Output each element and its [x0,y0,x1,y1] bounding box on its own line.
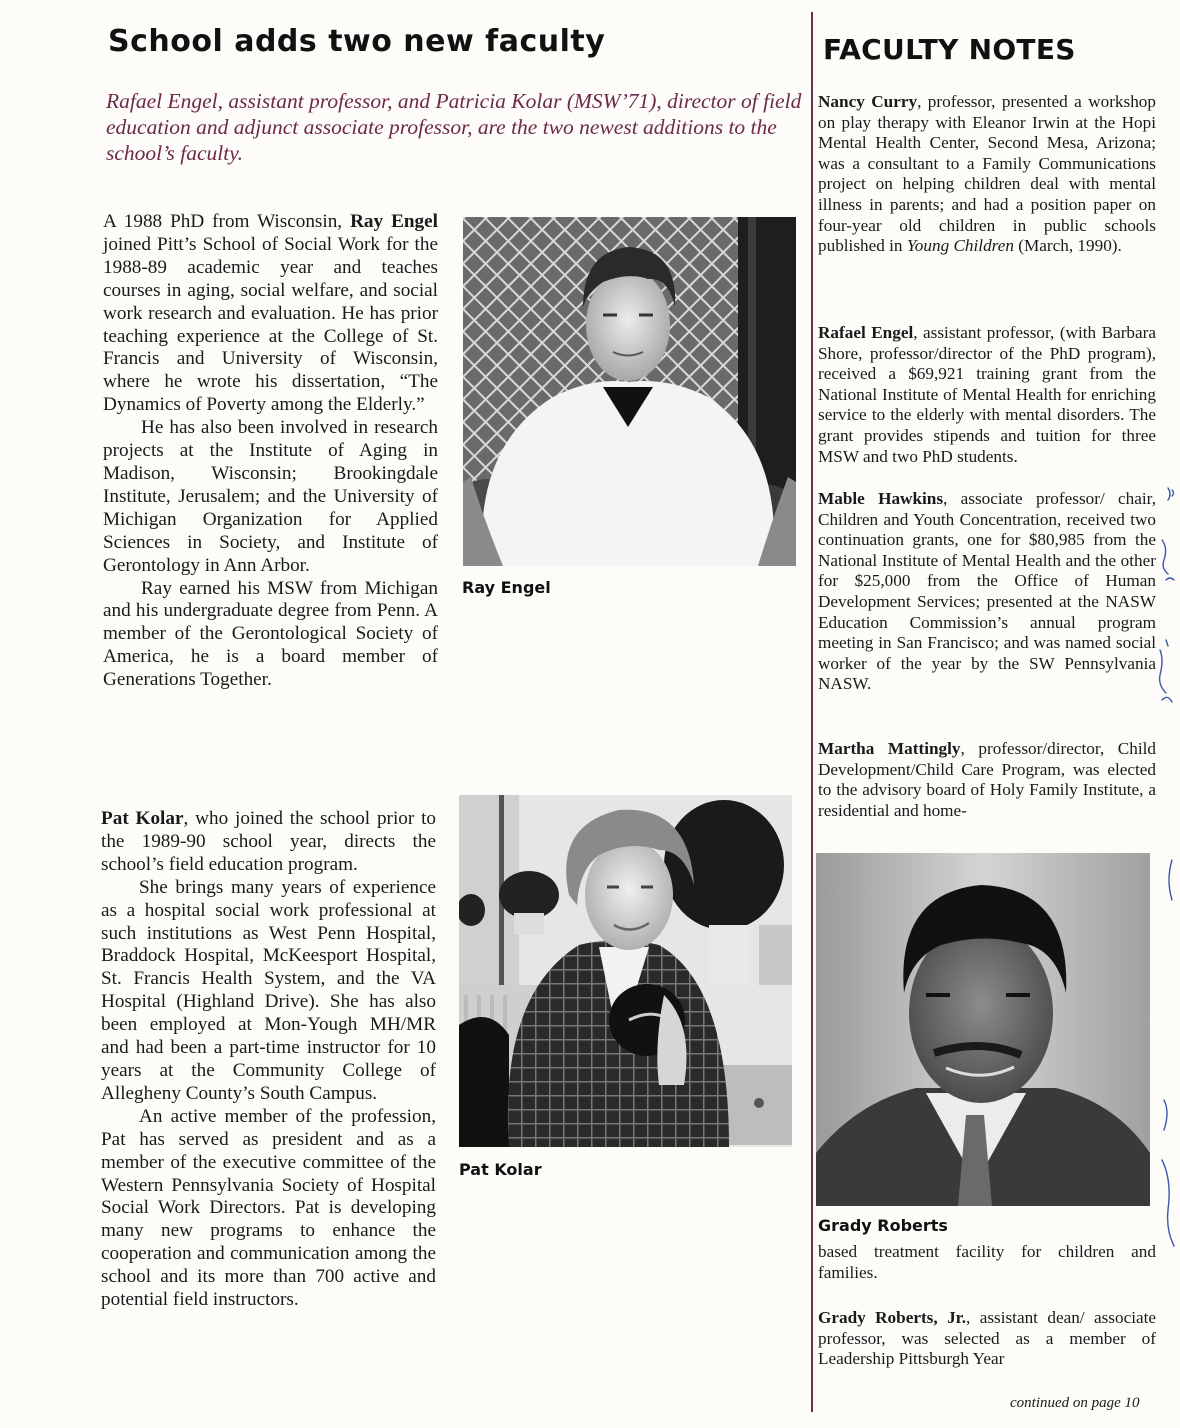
column-divider [811,12,813,1412]
kolar-photo [459,795,792,1147]
roberts-photo-image [816,853,1150,1206]
engel-photo-caption: Ray Engel [462,578,551,597]
engel-paragraph-3: Ray earned his MSW from Michigan and his undergraduate degree from Penn. A member of the Gerontological Society of America, he is a board member of Generations Together. [103,577,438,691]
kolar-paragraph-1: Pat Kolar, who joined the school prior to the 1989-90 school year, directs the school’s field education program. [101,808,437,875]
kolar-paragraph-3: An active member of the profession, Pat has served as president and as a member of the executive committee of the Western Pennsylvania Society of Hospital Social Work Directors. Pat is developing many new programs to enhance the cooperation and communication among the school and its more than 700 active and potential field instructors. [101,1105,436,1311]
kolar-photo-image [459,795,792,1147]
faculty-note: Grady Roberts, Jr., assistant dean/ associate professor, was selected as a member of Leadership Pittsburgh Year [818,1308,1157,1369]
faculty-note: Nancy Curry, professor, presented a workshop on play therapy with Eleanor Irwin at the Hopi Mental Health Center, Second Mesa, Arizona; was a consultant to a Family Communications project on helping children deal with mental illness in parents; and had a position paper on four-year old children in public schools published in Young Children (March, 1990). [818,92,1156,256]
roberts-photo [816,853,1150,1206]
kolar-photo-caption: Pat Kolar [459,1160,542,1179]
roberts-photo-caption: Grady Roberts [818,1216,948,1235]
faculty-note: Martha Mattingly, professor/director, Child Development/Child Care Program, was elected to the advisory board of Holy Family Institute, a residential and home- [818,739,1156,820]
engel-photo [463,217,796,566]
faculty-notes-title: FACULTY NOTES [823,33,1076,67]
faculty-note-name: Mable Hawkins [818,489,944,508]
kolar-name: Pat Kolar [101,808,184,829]
engel-bio [103,211,438,692]
engel-name: Ray Engel [350,211,438,232]
engel-paragraph-1: A 1988 PhD from Wisconsin, Ray Engel joined Pitt’s School of Social Work for the 1988-89 academic year and teaches courses in aging, social welfare, and social work research and evaluation. He has prior teaching experience at the College of St. Francis and University of Wisconsin, where he wrote his dissertation, “The Dynamics of Poverty among the Elderly.” [103,211,438,416]
faculty-note-name: Rafael Engel [818,323,914,342]
continued-on-page: continued on page 10 [1010,1395,1140,1411]
kolar-bio [101,808,436,1312]
kolar-paragraph-2: She brings many years of experience as a hospital social work professional at such institutions as West Penn Hospital, Braddock Hospital, McKeesport Hospital, St. Francis Health System, and the VA Hospital (Highland Drive). She has also been employed at Mon-Yough MH/MR and had been a part-time instructor for 10 years at the Community College of Allegheny County’s South Campus. [101,876,436,1104]
faculty-note: Rafael Engel, assistant professor, (with Barbara Shore, professor/director of the PhD program), received a $69,921 training grant from the National Institute of Mental Health for enriching service to the elderly with mental disorders. The grant provides stipends and tuition for three MSW and two PhD students. [818,323,1157,466]
article-deck: Rafael Engel, assistant professor, and Patricia Kolar (MSW’71), director of field education and adjunct associate professor, are the two newest additions to the school’s faculty. [106,89,802,165]
article-headline: School adds two new faculty [108,24,606,60]
engel-paragraph-2: He has also been involved in research projects at the Institute of Aging in Madison, Wisconsin; Brookingdale Institute, Jerusalem; and the University of Michigan Organization for Applied Sciences in Society, and Institute of Gerontology in Ann Arbor. [103,417,438,576]
faculty-note: Mable Hawkins, associate professor/ chair, Children and Youth Concentration, received two continuation grants, one for $80,985 from the National Institute of Mental Health and the other for $25,000 from the Office of Human Development Services; presented at the NASW Education Commission’s annual program meeting in San Francisco; and was named social worker of the year by the SW Pennsylvania NASW. [818,489,1156,694]
engel-photo-image [463,217,796,566]
faculty-note-name: Nancy Curry [818,92,918,111]
faculty-note-name: Martha Mattingly [818,739,961,758]
handwritten-margin-marks [1152,460,1180,1260]
faculty-note-name: Grady Roberts, Jr. [818,1308,967,1327]
faculty-note-continuation: based treatment facility for children and families. [818,1242,1156,1282]
